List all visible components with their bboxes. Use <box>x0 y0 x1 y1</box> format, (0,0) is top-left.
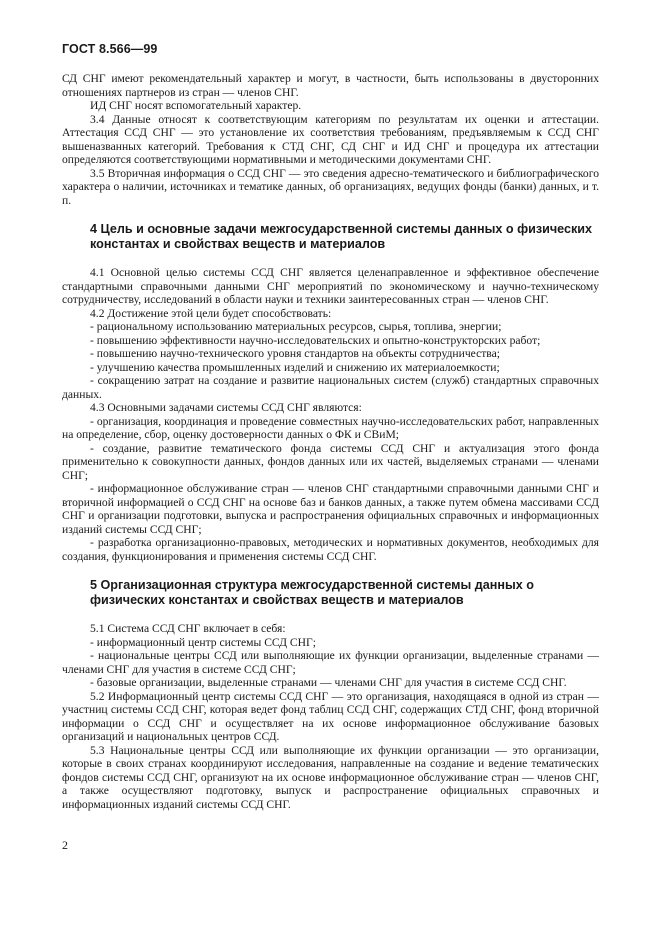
document-body <box>62 72 599 811</box>
section-heading: 4 Цель и основные задачи межгосударственной системы данных о физических константах и свойствах веществ и материалов <box>90 222 593 251</box>
paragraph: 5.1 Система ССД СНГ включает в себя: <box>90 622 286 635</box>
paragraph: 3.5 Вторичная информация о ССД СНГ — это сведения адресно-тематического и библиографического характера о наличии, источниках и тематике данных, об организациях, ведущих фонды (банки) данных, и т. п. <box>62 166 599 207</box>
list-item: - разработка организационно-правовых, методических и нормативных документов, необходимых для создания, функционирования и применения системы ССД СНГ. <box>62 536 599 563</box>
paragraph: 4.1 Основной целью системы ССД СНГ является целенаправленное и эффективное обеспечение стандартными справочными данными СНГ мероприятий по экономическому и научно-техническому сотрудничеству, исследований в области науки и техники заинтересованных стран — членов СНГ. <box>62 266 599 306</box>
paragraph: 5.3 Национальные центры ССД или выполняющие их функции организации — это организации, которые в своих странах координируют исследования, направленные на создание и ведение тематических фондов системы ССД СНГ, организуют на их основе информационное обслуживание стран — членов СНГ, а также осуществляют подготовку, выпуск и распространение официальных справочных и информационных изданий системы ССД СНГ. <box>62 743 599 811</box>
list-item: - повышению эффективности научно-исследовательских и опытно-конструкторских работ; <box>90 333 541 347</box>
paragraph: 4.3 Основными задачами системы ССД СНГ являются: <box>90 401 362 414</box>
list-item: - информационный центр системы ССД СНГ; <box>90 635 316 649</box>
list-item: - базовые организации, выделенные странами — членами СНГ для участия в системе ССД СНГ. <box>90 676 567 689</box>
list-item: - рациональному использованию материальных ресурсов, сырья, топлива, энергии; <box>90 320 502 333</box>
paragraph: 3.4 Данные относят к соответствующим категориям по результатам их оценки и аттестации. Аттестация ССД СНГ — это установление их соответствия требованиям, предъявляемым к ССД СНГ вышеназванных категорий. Требования к СТД СНГ, СД СНГ и ИД СНГ и процедура их аттестации определяются соответствующими нормативными и методическими документами СНГ. <box>62 112 599 166</box>
list-item: - сокращению затрат на создание и развитие национальных систем (служб) стандартных справочных данных. <box>62 374 599 401</box>
paragraph: 5.2 Информационный центр системы ССД СНГ — это организация, находящаяся в одной из стран — участниц системы ССД СНГ, которая ведет фонд таблиц ССД СНГ, содержащих СТД СНГ, фонд вторичной информации о ССД СНГ и осуществляет на их основе информационное обслуживание базовых организаций и национальных центров ССД. <box>62 689 599 743</box>
list-item: - организация, координация и проведение совместных научно-исследовательских работ, направленных на определение, сбор, оценку достоверности данных о ФК и СВиМ; <box>62 414 599 441</box>
paragraph: 4.2 Достижение этой цели будет способствовать: <box>90 306 332 320</box>
list-item: - повышению научно-технического уровня стандартов на объекты сотрудничества; <box>90 347 500 360</box>
list-item: - информационное обслуживание стран — членов СНГ стандартными справочными данными СНГ и вторичной информацией о ССД СНГ на основе баз и банков данных, а также путем обмена массивами ССД СНГ и организации подготовки, выпуска и распространения официальных справочных и информационных изданий системы ССД СНГ; <box>62 482 599 536</box>
list-item: - улучшению качества промышленных изделий и снижению их материалоемкости; <box>90 360 500 374</box>
list-item: - создание, развитие тематического фонда системы ССД СНГ и актуализация этого фонда применительно к совокупности данных, фондов данных или их частей, выделяемых странами — членами СНГ; <box>62 441 599 482</box>
page-number: 2 <box>62 838 68 852</box>
section-heading: 5 Организационная структура межгосударственной системы данных о физических константах и свойствах веществ и материалов <box>90 578 534 607</box>
list-item: - национальные центры ССД или выполняющие их функции организации, выделенные странами — членами СНГ для участия в системе ССД СНГ; <box>62 649 599 676</box>
paragraph: ИД СНГ носят вспомогательный характер. <box>90 99 302 112</box>
document-header: ГОСТ 8.566—99 <box>62 42 158 56</box>
paragraph: СД СНГ имеют рекомендательный характер и могут, в частности, быть использованы в двусторонних отношениях партнеров из стран — членов СНГ. <box>62 72 599 99</box>
